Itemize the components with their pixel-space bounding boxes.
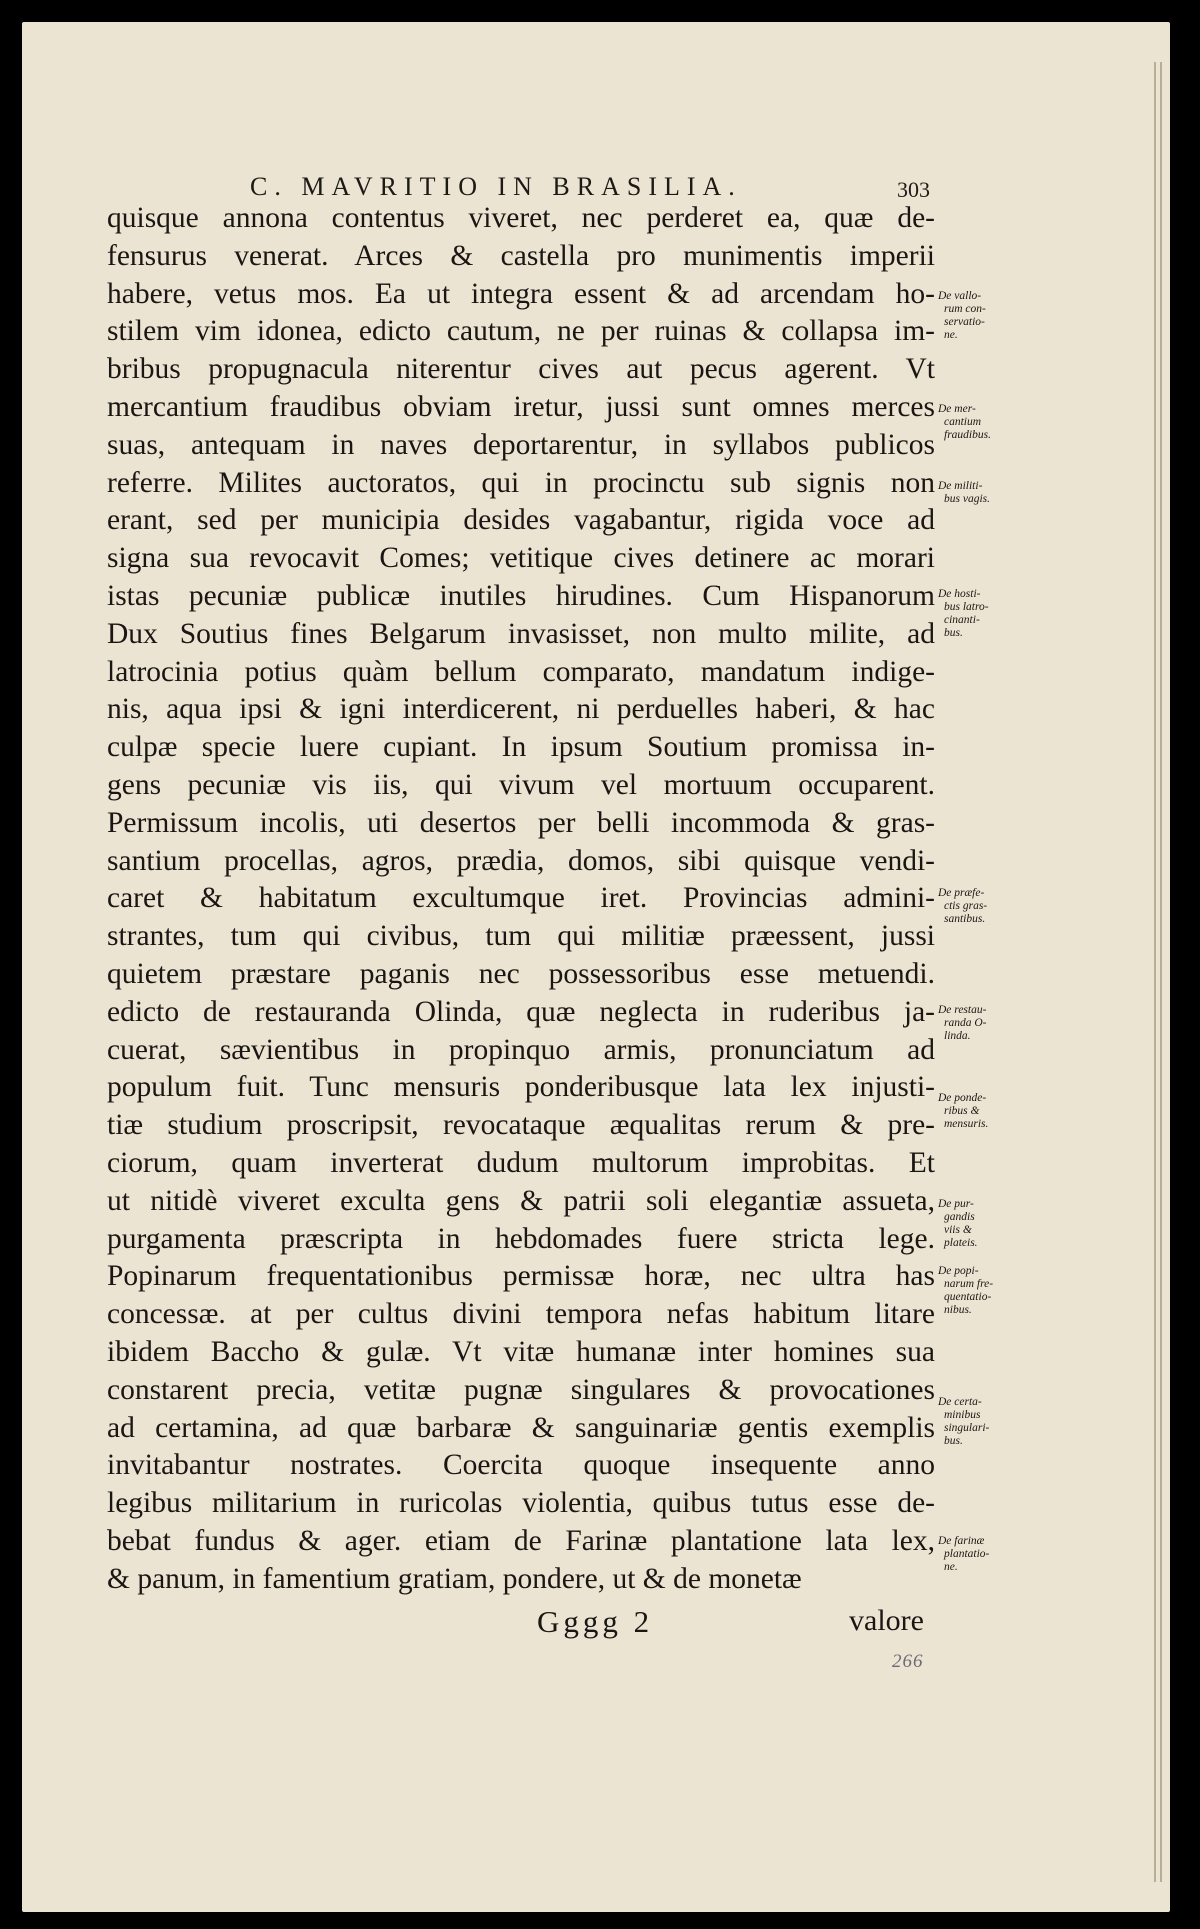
running-head: C. MAVRITIO IN BRASILIA. xyxy=(250,172,742,201)
text-line: legibus militarium in ruricolas violentia, quibus tutus esse de- xyxy=(107,1487,935,1520)
text-line: Popinarum frequentationibus permissæ horæ, nec ultra has xyxy=(107,1260,935,1293)
text-line: quietem præstare paganis nec possessoribus esse metuendi. xyxy=(107,957,935,990)
marginal-note-line: bus. xyxy=(944,627,963,639)
text-line: caret & habitatum excultumque iret. Provincias admini- xyxy=(107,882,935,915)
marginal-note xyxy=(938,1535,1018,1574)
marginal-note-line: De ponde- xyxy=(938,1092,987,1104)
marginal-note-line: servatio- xyxy=(944,316,985,328)
marginal-note xyxy=(938,1396,1018,1448)
signature-mark: Gggg 2 xyxy=(537,1604,654,1639)
text-line: stilem vim idonea, edicto cautum, ne per ruinas & collapsa im- xyxy=(107,315,935,348)
text-line: ibidem Baccho & gulæ. Vt vitæ humanæ inter homines sua xyxy=(107,1335,935,1368)
text-line: istas pecuniæ publicæ inutiles hirudines. Cum Hispanorum xyxy=(107,579,935,612)
text-line: concessæ. at per cultus divini tempora nefas habitum litare xyxy=(107,1298,935,1331)
text-line: latrocinia potius quàm bellum comparato, mandatum indige- xyxy=(107,655,935,688)
text-line: bribus propugnacula niterentur cives aut pecus agerent. Vt xyxy=(107,353,935,386)
marginal-note xyxy=(938,290,1018,342)
marginal-note-line: ctis gras- xyxy=(944,900,988,912)
marginal-note-line: De militi- xyxy=(938,480,983,492)
marginal-note-line: mensuris. xyxy=(944,1118,989,1130)
marginal-note-line: plantatio- xyxy=(944,1548,990,1560)
marginal-note-line: rum con- xyxy=(944,303,986,315)
marginal-note-line: ne. xyxy=(944,329,958,341)
marginal-note xyxy=(938,588,1018,640)
marginal-note xyxy=(938,1092,1018,1131)
marginal-note-line: De restau- xyxy=(938,1004,987,1016)
marginal-note-line: bus. xyxy=(944,1435,963,1447)
text-line: signa sua revocavit Comes; vetitique cives detinere ac morari xyxy=(107,542,935,575)
text-line: nis, aqua ipsi & igni interdicerent, ni perduelles haberi, & hac xyxy=(107,693,935,726)
marginal-note xyxy=(938,887,1018,926)
text-line: tiæ studium proscripsit, revocataque æqualitas rerum & pre- xyxy=(107,1109,935,1142)
text-line: populum fuit. Tunc mensuris ponderibusque lata lex injusti- xyxy=(107,1071,935,1104)
marginal-note-line: plateis. xyxy=(944,1237,978,1249)
text-line: gens pecuniæ vis iis, qui vivum vel mortuum occuparent. xyxy=(107,768,935,801)
marginal-note-line: randa O- xyxy=(944,1017,987,1029)
marginal-note-line: De pur- xyxy=(938,1198,974,1210)
page-edge xyxy=(1154,62,1156,1882)
text-line: edicto de restauranda Olinda, quæ neglecta in ruderibus ja- xyxy=(107,995,935,1028)
marginal-note-line: De farinæ xyxy=(938,1535,985,1547)
text-line: invitabantur nostrates. Coercita quoque insequente anno xyxy=(107,1449,935,1482)
marginal-note-line: De certa- xyxy=(938,1396,982,1408)
marginal-note xyxy=(938,403,1018,442)
text-line: quisque annona contentus viveret, nec perderet ea, quæ de- xyxy=(107,202,935,234)
marginal-note-line: ne. xyxy=(944,1561,958,1573)
text-line: ciorum, quam inverterat dudum multorum improbitas. Et xyxy=(107,1146,935,1179)
text-line: ad certamina, ad quæ barbaræ & sanguinariæ gentis exemplis xyxy=(107,1411,935,1444)
marginal-note-line: ribus & xyxy=(944,1105,980,1117)
text-line: Dux Soutius fines Belgarum invasisset, non multo milite, ad xyxy=(107,617,935,650)
main-text-block xyxy=(107,200,935,1598)
marginal-note xyxy=(938,1198,1018,1250)
marginal-note-line: nibus. xyxy=(944,1304,972,1316)
marginal-note-line: viis & xyxy=(944,1224,972,1236)
text-line: Permissum incolis, uti desertos per belli incommoda & gras- xyxy=(107,806,935,839)
marginal-note-line: De præfe- xyxy=(938,887,985,899)
text-line: referre. Milites auctoratos, qui in procinctu sub signis non xyxy=(107,466,935,499)
text-line: erant, sed per municipia desides vagabantur, rigida voce ad xyxy=(107,504,935,537)
marginal-note-line: De popi- xyxy=(938,1265,979,1277)
marginal-note-line: De hosti- xyxy=(938,588,981,600)
text-line: purgamenta præscripta in hebdomades fuere stricta lege. xyxy=(107,1222,935,1255)
marginal-note-line: narum fre- xyxy=(944,1278,994,1290)
text-line: & panum, in famentium gratiam, pondere, ut & de monetæ xyxy=(107,1562,802,1595)
marginal-note-line: cantium xyxy=(944,416,982,428)
marginal-note-line: De mer- xyxy=(938,403,976,415)
text-line: suas, antequam in naves deportarentur, in syllabos publicos xyxy=(107,428,935,461)
text-line: strantes, tum qui civibus, tum qui militiæ præessent, jussi xyxy=(107,920,935,953)
text-line: mercantium fraudibus obviam iretur, jussi sunt omnes merces xyxy=(107,390,935,423)
marginal-note-line: singulari- xyxy=(944,1422,990,1434)
text-line: habere, vetus mos. Ea ut integra essent & ad arcendam ho- xyxy=(107,277,935,310)
marginal-note xyxy=(938,1004,1018,1043)
marginal-note-line: bus vagis. xyxy=(944,493,990,505)
marginal-note xyxy=(938,1265,1018,1317)
text-line: ut nitidè viveret exculta gens & patrii soli elegantiæ assueta, xyxy=(107,1184,935,1217)
catchword: valore xyxy=(849,1604,924,1637)
marginal-note xyxy=(938,480,1018,506)
handwritten-number: 266 xyxy=(892,1651,924,1672)
text-line: bebat fundus & ager. etiam de Farinæ plantatione lata lex, xyxy=(107,1524,935,1557)
text-line: fensurus venerat. Arces & castella pro munimentis imperii xyxy=(107,239,935,272)
marginal-note-line: santibus. xyxy=(944,913,986,925)
marginal-note-line: linda. xyxy=(944,1030,971,1042)
text-line: santium procellas, agros, prædia, domos, sibi quisque vendi- xyxy=(107,844,935,877)
marginal-note-line: cinanti- xyxy=(944,614,980,626)
text-line: cuerat, sævientibus in propinquo armis, pronunciatum ad xyxy=(107,1033,935,1066)
marginal-note-line: minibus xyxy=(944,1409,981,1421)
marginal-note-line: fraudibus. xyxy=(944,429,991,441)
marginal-note-line: bus latro- xyxy=(944,601,989,613)
page-number: 303 xyxy=(897,177,930,202)
text-line: constarent precia, vetitæ pugnæ singulares & provocationes xyxy=(107,1373,935,1406)
marginal-note-line: quentatio- xyxy=(944,1291,992,1303)
page-edge xyxy=(1160,62,1162,1882)
text-line: culpæ specie luere cupiant. In ipsum Soutium promissa in- xyxy=(107,731,935,764)
marginal-note-line: gandis xyxy=(944,1211,975,1223)
marginal-note-line: De vallo- xyxy=(938,290,982,302)
